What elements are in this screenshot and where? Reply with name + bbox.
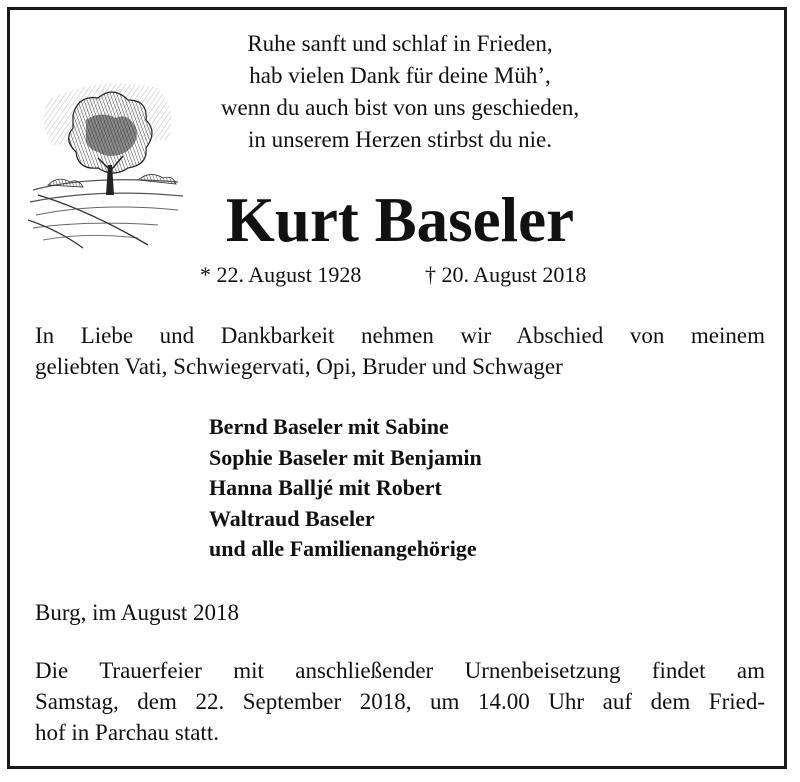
poem-line: hab vielen Dank für deine Müh’, [249, 63, 551, 88]
mourner-entry: Waltraud Baseler [209, 505, 375, 531]
poem-line: Ruhe sanft und schlaf in Frieden, [247, 31, 553, 56]
deceased-name: Kurt Baseler [225, 185, 575, 255]
birth-date: * 22. August 1928 [200, 262, 362, 287]
poem-line: in unserem Herzen stirbst du nie. [247, 127, 553, 152]
poem [180, 28, 620, 156]
funeral-line: Die Trauerfeier mit anschließender Urnenbeisetzung findet am [35, 658, 765, 683]
funeral-line: Samstag, dem 22. September 2018, um 14.00 Uhr auf dem Fried- [35, 689, 765, 714]
farewell-line: geliebten Vati, Schwiegervati, Opi, Bruder und Schwager [35, 354, 563, 379]
funeral-notice [35, 655, 765, 748]
funeral-line: hof in Parchau statt. [35, 720, 219, 745]
death-date: † 20. August 2018 [425, 262, 587, 287]
poem-line: wenn du auch bist von uns geschieden, [220, 95, 580, 120]
mourner-entry: Bernd Baseler mit Sabine [209, 414, 449, 439]
farewell-line: In Liebe und Dankbarkeit nehmen wir Abschied von meinem [35, 323, 765, 348]
farewell-text [35, 320, 765, 382]
tree-illustration-icon [28, 70, 188, 250]
mourner-entry: Sophie Baseler mit Benjamin [209, 444, 482, 470]
mourner-entry: und alle Familienangehörige [209, 536, 477, 561]
mourner-entry: Hanna Balljé mit Robert [209, 475, 442, 500]
mourners-list [209, 412, 482, 565]
place-and-date: Burg, im August 2018 [35, 600, 240, 625]
